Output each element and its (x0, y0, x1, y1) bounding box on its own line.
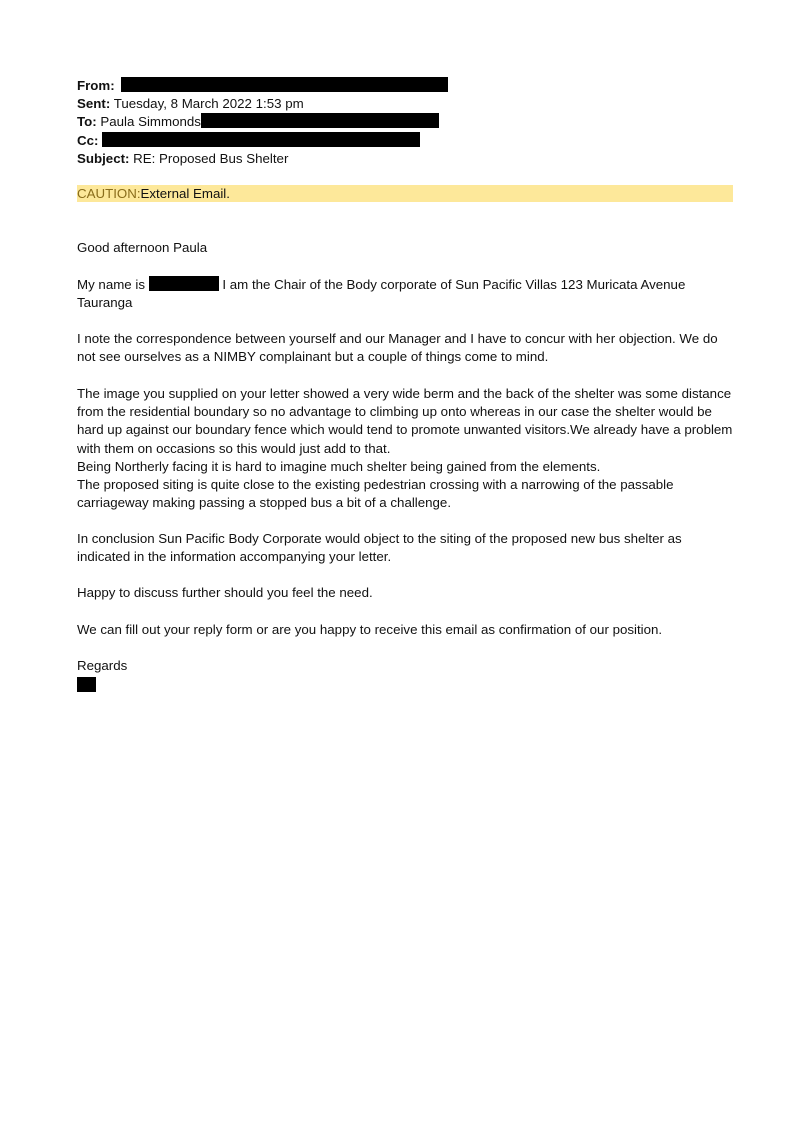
email-document (77, 77, 737, 673)
intro-before: My name is (77, 277, 145, 292)
closing-text: Regards (77, 658, 128, 673)
subject-label: Subject: (77, 150, 130, 166)
to-label: To: (77, 114, 97, 130)
email-body (77, 239, 737, 257)
paragraph-4-text: Happy to discuss further should you feel the need. (77, 585, 373, 600)
paragraph-3 (77, 530, 737, 566)
subject-line (77, 150, 737, 168)
signature-redaction (77, 677, 96, 692)
paragraph-4 (77, 584, 737, 602)
from-redaction (121, 77, 448, 92)
sent-line (77, 95, 737, 113)
sent-label: Sent: (77, 96, 111, 112)
paragraph-2-text: The image you supplied on your letter showed a very wide berm and the back of the shelter was some distance from the residential boundary so no advantage to climbing up onto whereas in our case the shelter would be hard up against our boundary fence which would tend to promote unwanted visitors.We already have a problem with them on occasions so this would just add to that. (77, 386, 733, 456)
name-redaction (149, 276, 219, 291)
to-line (77, 113, 737, 131)
cc-line (77, 132, 737, 150)
to-value: Paula Simmonds (100, 114, 201, 130)
sent-value: Tuesday, 8 March 2022 1:53 pm (113, 96, 304, 112)
paragraph-5 (77, 621, 737, 639)
intro-after: I am the Chair of the Body corporate of Sun Pacific Villas 123 Muricata Avenue Tauranga (77, 277, 686, 311)
greeting: Good afternoon Paula (77, 240, 208, 255)
to-redaction (201, 113, 439, 128)
from-line (77, 77, 737, 95)
from-label: From: (77, 78, 115, 93)
paragraph-5-text: We can fill out your reply form or are you happy to receive this email as confirmation of our position. (77, 622, 663, 637)
email-header (77, 77, 737, 168)
paragraph-2 (77, 385, 737, 512)
subject-value: RE: Proposed Bus Shelter (133, 150, 289, 166)
intro-paragraph (77, 276, 737, 312)
paragraph-1 (77, 330, 737, 366)
closing (77, 657, 737, 692)
external-email-banner (77, 185, 733, 202)
paragraph-2-line-2: Being Northerly facing it is hard to imagine much shelter being gained from the elements. (77, 458, 601, 474)
cc-redaction (102, 132, 420, 147)
paragraph-1-text: I note the correspondence between yourself and our Manager and I have to concur with her objection. We do not see ourselves as a NIMBY complainant but a couple of things come to mind. (77, 331, 718, 365)
paragraph-3-text: In conclusion Sun Pacific Body Corporate would object to the siting of the proposed new bus shelter as indicated in the information accompanying your letter. (77, 531, 682, 565)
cc-label: Cc: (77, 132, 99, 148)
caution-text: External Email. (140, 186, 230, 201)
caution-tag: CAUTION: (77, 186, 141, 201)
paragraph-2-line-3: The proposed siting is quite close to the existing pedestrian crossing with a narrowing of the passable carriageway making passing a stopped bus a bit of a challenge. (77, 477, 674, 511)
